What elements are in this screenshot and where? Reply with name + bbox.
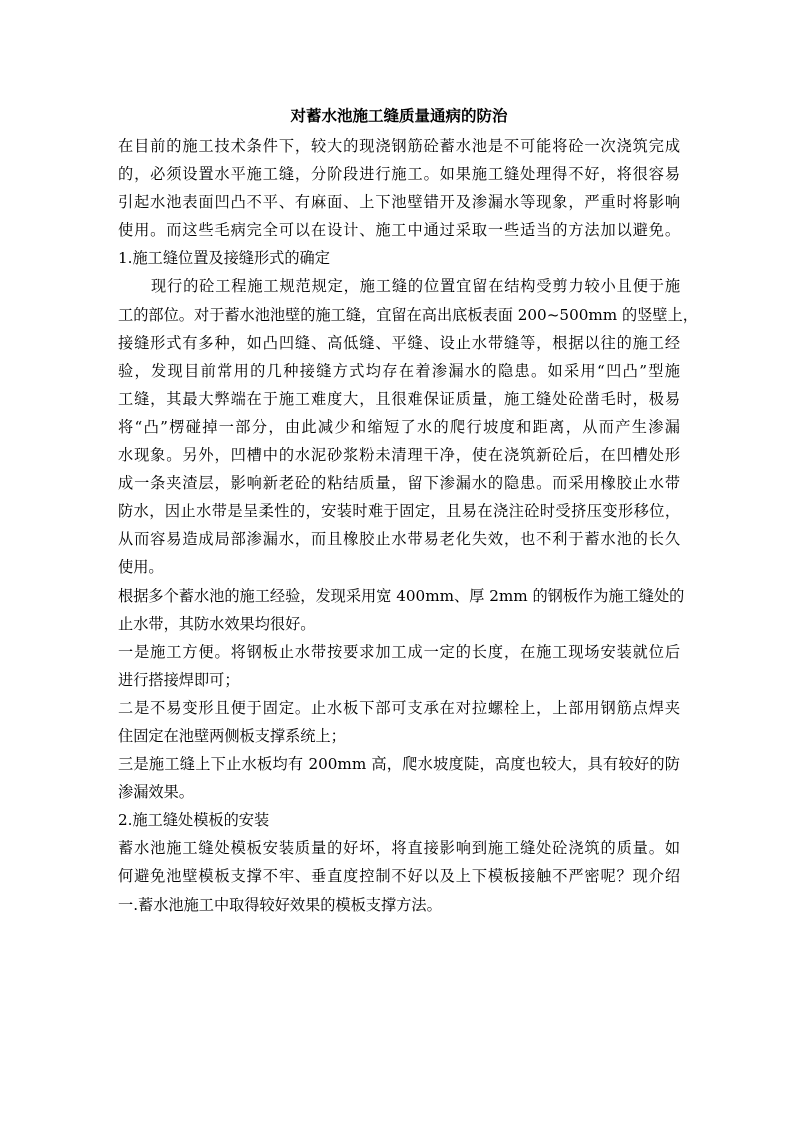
text-line: 三是施工缝上下止水板均有 200mm 高，爬水坡度陡，高度也较大，具有较好的防 [118,755,680,774]
paragraph-steel-plate [118,582,685,638]
paragraph-intro [118,132,680,244]
text-line: 二是不易变形且便于固定。止水板下部可支承在对拉螺栓上，上部用钢筋点焊夹 [118,698,680,717]
text-line: 住固定在池壁两侧板支撑系统上； [118,726,346,745]
document-title: 对蓄水池施工缝质量通病的防治 [290,106,508,125]
text-line: 根据多个蓄水池的施工经验，发现采用宽 400mm、厚 2mm 的钢板作为施工缝处的 [118,586,685,605]
text-line: 使用。而这些毛病完全可以在设计、施工中通过采取一些适当的方法加以避免。 [118,221,680,240]
paragraph-point-2 [118,694,680,750]
text-line: 引起水池表面凹凸不平、有麻面、上下池壁错开及渗漏水等现象，严重时将影响 [118,193,680,212]
text-line: 工的部位。对于蓄水池池壁的施工缝，宜留在高出底板表面 200~500mm 的竖壁上， [118,305,698,324]
text-line: 验，发现目前常用的几种接缝方式均存在着渗漏水的隐患。如采用“凹凸”型施 [118,361,680,380]
section-heading-2 [118,806,680,834]
paragraph-section-2 [118,834,680,918]
section-heading-1 [118,244,680,272]
text-line: 现行的砼工程施工规范规定，施工缝的位置宜留在结构受剪力较小且便于施 [151,277,680,296]
section-heading-text: 2.施工缝处模板的安装 [118,811,270,830]
text-line: 防水，因止水带是呈柔性的，安装时难于固定，且易在浇注砼时受挤压变形移位， [118,502,680,521]
text-line: 从而容易造成局部渗漏水，而且橡胶止水带易老化失效，也不利于蓄水池的长久 [118,530,680,549]
paragraph-section-1 [118,272,698,581]
text-line: 的，必须设置水平施工缝，分阶段进行施工。如果施工缝处理得不好，将很容易 [118,165,680,184]
text-line: 渗漏效果。 [118,783,194,802]
text-line: 一是施工方便。将钢板止水带按要求加工成一定的长度，在施工现场安装就位后 [118,642,680,661]
text-line: 将“凸”楞碰掉一部分，由此减少和缩短了水的爬行坡度和距离，从而产生渗漏 [118,417,680,436]
text-line: 水现象。另外，凹槽中的水泥砂浆粉未清理干净，使在浇筑新砼后，在凹槽处形 [118,446,680,465]
text-line: 何避免池壁模板支撑不牢、垂直度控制不好以及上下模板接触不严密呢？现介绍 [118,867,680,886]
text-line: 工缝，其最大弊端在于施工难度大，且很难保证质量，施工缝处砼凿毛时，极易 [118,389,680,408]
text-line: 一.蓄水池施工中取得较好效果的模板支撑方法。 [118,895,442,914]
text-line: 蓄水池施工缝处模板安装质量的好坏，将直接影响到施工缝处砼浇筑的质量。如 [118,839,680,858]
paragraph-point-1 [118,638,680,694]
text-line: 在目前的施工技术条件下，较大的现浇钢筋砼蓄水池是不可能将砼一次浇筑完成 [118,137,680,155]
text-line: 接缝形式有多种，如凸凹缝、高低缝、平缝、设止水带缝等，根据以往的施工经 [118,333,680,352]
section-heading-text: 1.施工缝位置及接缝形式的确定 [118,249,330,268]
text-line: 止水带，其防水效果均很好。 [118,614,316,633]
text-line: 使用。 [118,558,164,577]
text-line: 进行搭接焊即可； [118,670,240,689]
document-page [118,100,698,919]
text-line: 成一条夹渣层，影响新老砼的粘结质量，留下渗漏水的隐患。而采用橡胶止水带 [118,474,680,493]
paragraph-point-3 [118,750,680,806]
